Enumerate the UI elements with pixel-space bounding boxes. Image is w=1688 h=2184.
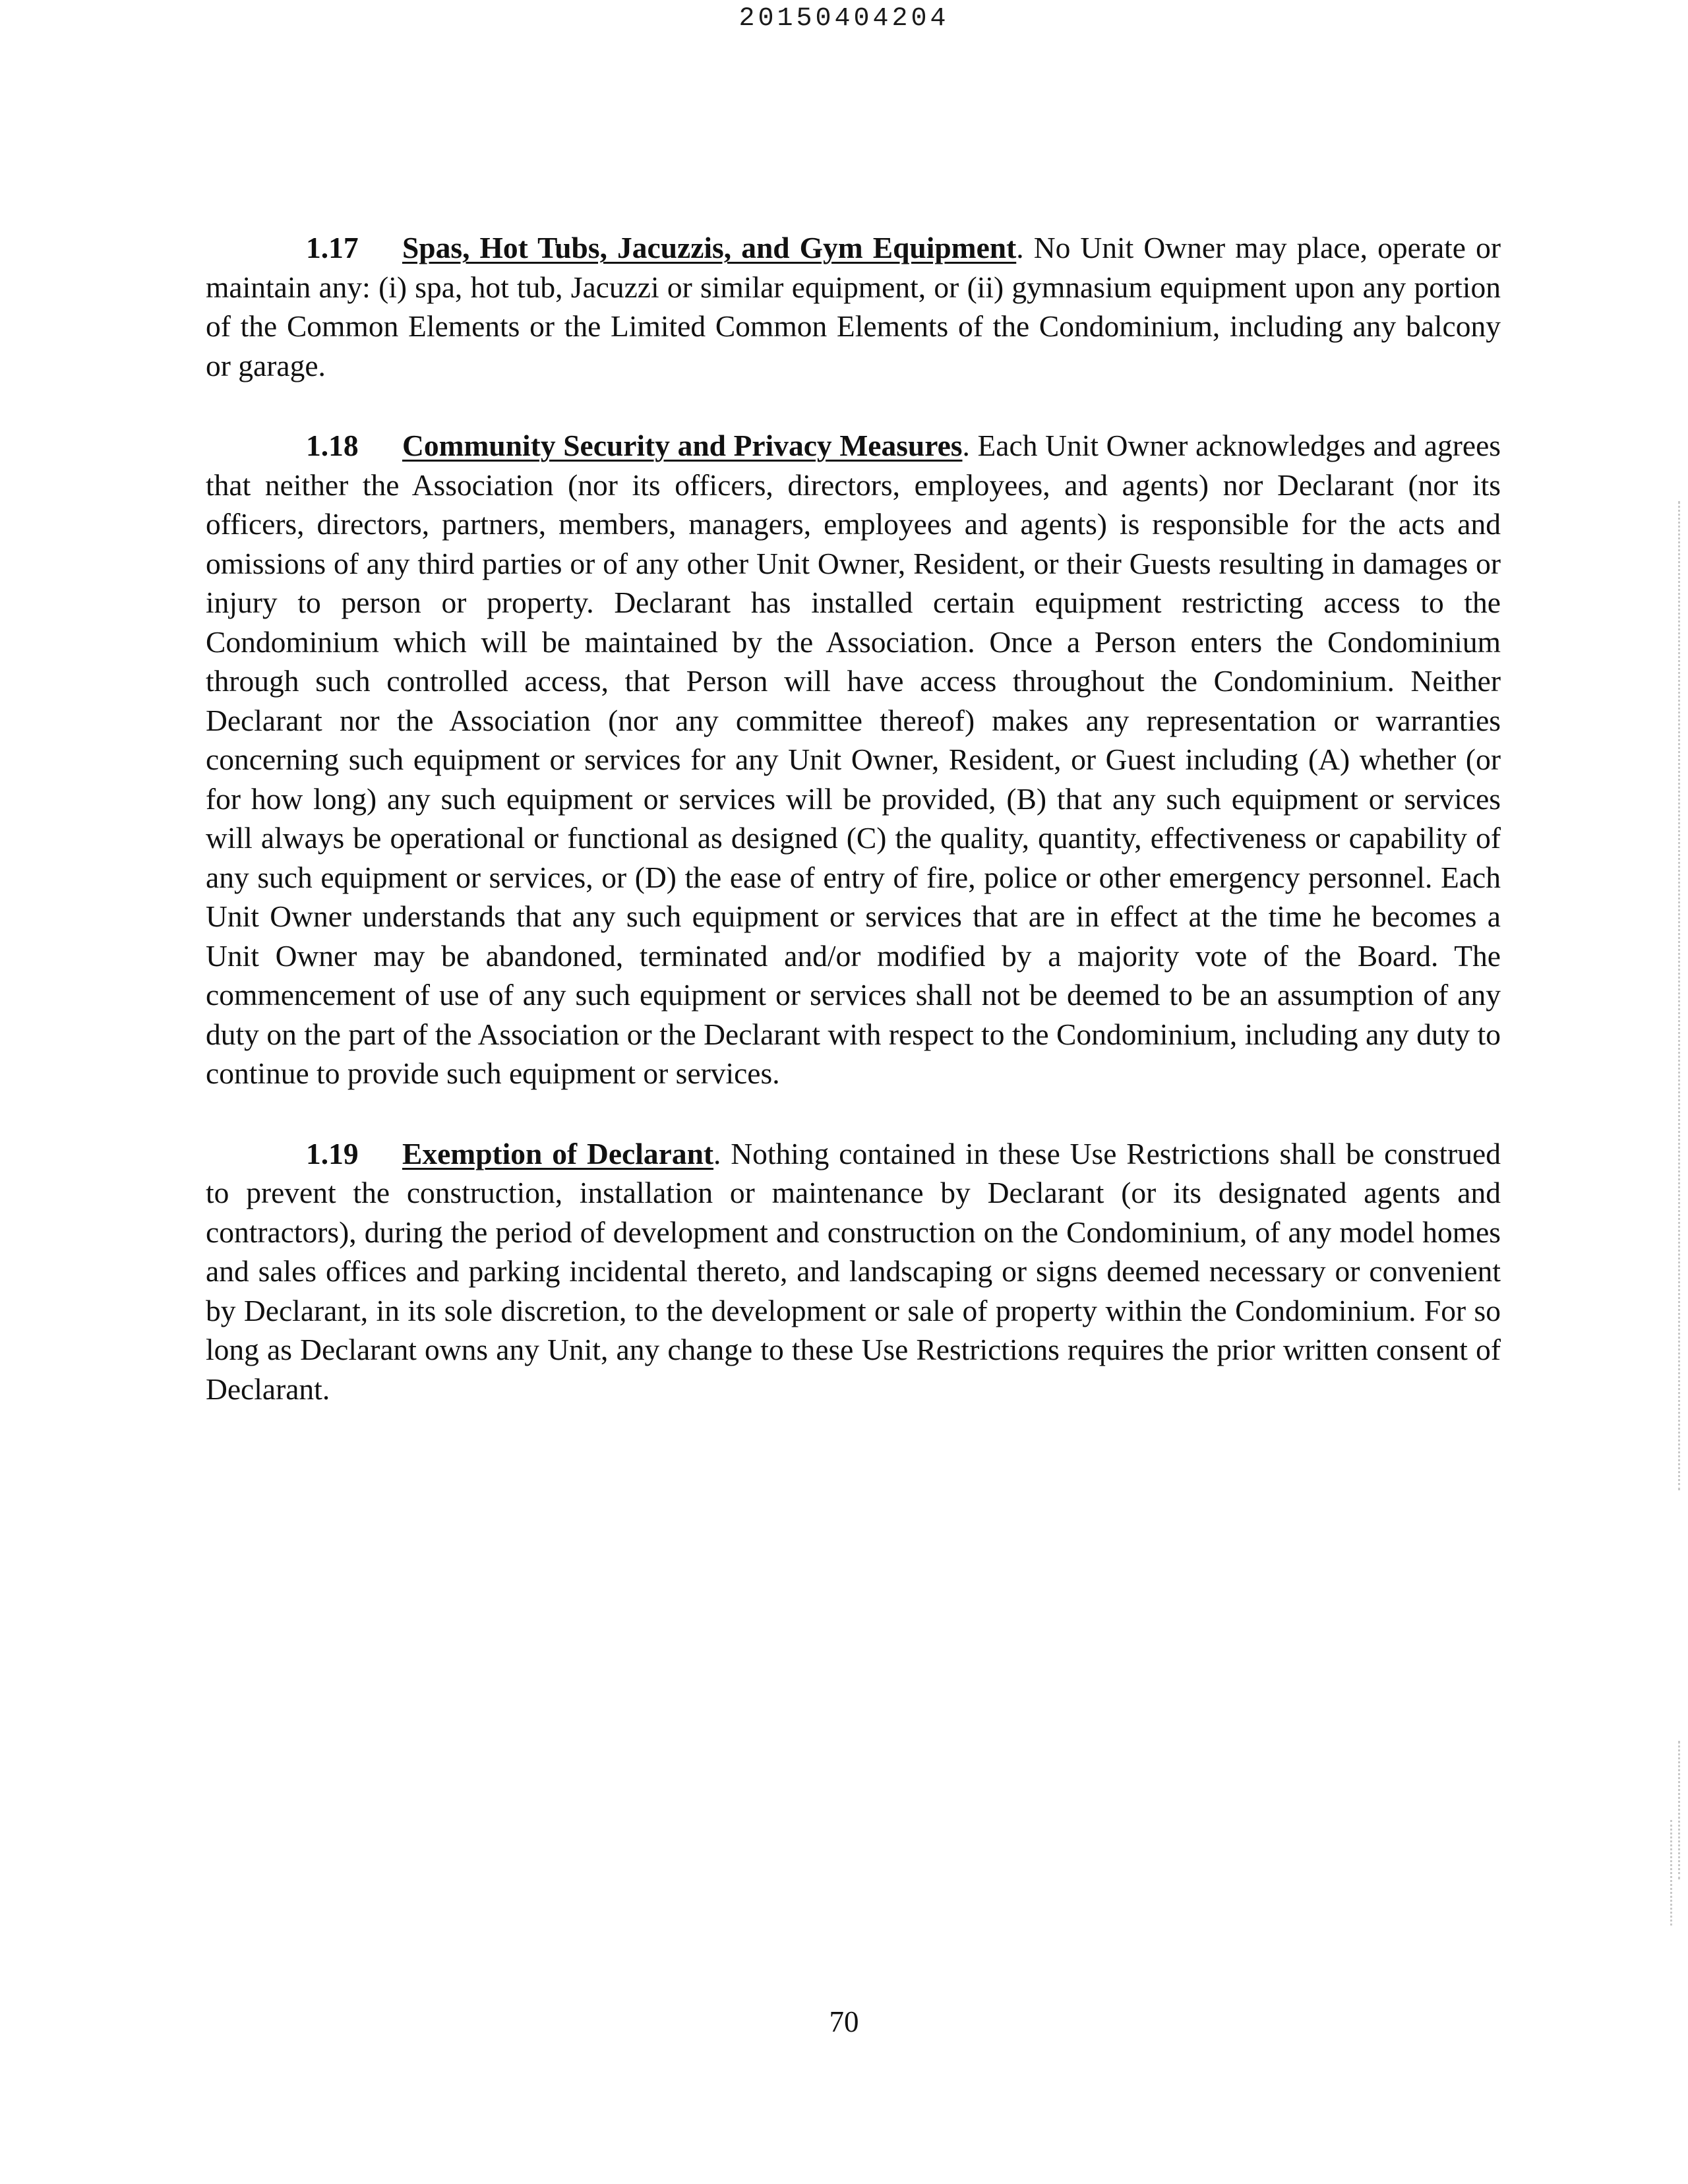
section-text: Each Unit Owner acknowledges and agrees that neither the Association (nor its officers, directors, employees, and agents) nor Declarant (nor its officers, directors, partners, members, managers, employees and agents) is responsible for the acts and omissions of any third parties or of any other Unit Owner, Resident, or their Guests resulting in damages or injury to person or property. Declarant has installed certain equipment restricting access to the Condominium which will be maintained by the Association. Once a Person enters the Condominium through such controlled access, that Person will have access throughout the Condominium. Neither Declarant nor the Association (nor any committee thereof) makes any representation or warranties concerning such equipment or services for any Unit Owner, Resident, or Guest including (A) whether (or for how long) any such equipment or services will be provided, (B) that any such equipment or services will always be operational or functional as designed (C) the quality, quantity, effectiveness or capability of any such equipment or services, or (D) the ease of entry of fire, police or other emergency personnel. Each Unit Owner understands that any such equipment or services that are in effect at the time he becomes a Unit Owner may be abandoned, terminated and/or modified by a majority vote of the Board. The commencement of use of any such equipment or services shall not be deemed to be an assumption of any duty on the part of the Association or the Declarant with respect to the Condominium, including any duty to continue to provide such equipment or services. <box>206 429 1501 1090</box>
section-title: Exemption of Declarant <box>402 1136 714 1170</box>
section-title-end: . <box>713 1136 721 1170</box>
scan-margin-marks <box>1678 501 1687 1490</box>
section-number: 1.17 <box>306 231 359 264</box>
document-body <box>206 228 1501 1449</box>
section-title: Spas, Hot Tubs, Jacuzzis, and Gym Equipment <box>402 231 1017 264</box>
section-1-19 <box>206 1134 1501 1409</box>
section-1-17 <box>206 228 1501 385</box>
section-text: No Unit Owner may place, operate or maintain any: (i) spa, hot tub, Jacuzzi or similar equipment, or (ii) gymnasium equipment upon any portion of the Common Elements or the Limited Common Elements of the Condominium, including any balcony or garage. <box>206 231 1501 382</box>
section-title-end: . <box>962 429 970 462</box>
scan-margin-marks <box>1670 1820 1679 1926</box>
section-number: 1.19 <box>306 1136 359 1170</box>
scan-margin-marks <box>1678 1741 1687 1879</box>
section-title-end: . <box>1016 231 1024 264</box>
section-1-18 <box>206 426 1501 1093</box>
page-number: 70 <box>829 2005 859 2038</box>
section-text: Nothing contained in these Use Restrictions shall be construed to prevent the construction, installation or maintenance by Declarant (or its designated agents and contractors), during the period of development and construction on the Condominium, of any model homes and sales offices and parking incidental thereto, and landscaping or signs deemed necessary or convenient by Declarant, in its sole discretion, to the development or sale of property within the Condominium. For so long as Declarant owns any Unit, any change to these Use Restrictions requires the prior written consent of Declarant. <box>206 1136 1501 1406</box>
section-number: 1.18 <box>306 429 359 462</box>
section-title: Community Security and Privacy Measures <box>402 429 963 462</box>
document-number: 20150404204 <box>738 4 950 34</box>
